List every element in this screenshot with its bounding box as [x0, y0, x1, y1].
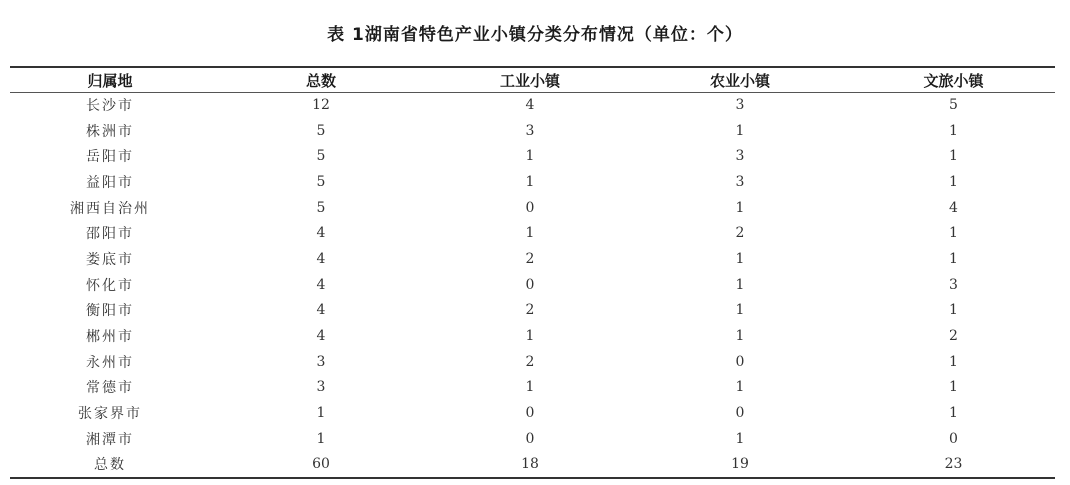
cell-agricultural: 2: [735, 225, 745, 242]
cell-total: 5: [316, 199, 326, 216]
cell-agricultural: 3: [735, 173, 745, 190]
cell-cultural-tourism: 0: [949, 430, 958, 447]
table-row: [10, 375, 1055, 401]
table-total-row: [10, 452, 1055, 478]
cell-industrial: 3: [525, 122, 535, 139]
header-region: 归属地: [87, 71, 133, 90]
cell-region: 怀化市: [86, 277, 134, 294]
cell-region: 总数: [94, 457, 126, 474]
cell-industrial: 1: [525, 225, 535, 242]
cell-agricultural: 0: [735, 405, 745, 422]
cell-agricultural: 1: [735, 276, 745, 293]
cell-total: 3: [316, 353, 326, 370]
table-row: [10, 220, 1055, 246]
table-row: [10, 143, 1055, 169]
cell-region: 湘潭市: [86, 431, 134, 448]
cell-total: 1: [316, 405, 326, 422]
cell-total: 5: [316, 148, 326, 165]
cell-region: 娄底市: [86, 251, 134, 268]
cell-cultural-tourism: 23: [944, 456, 963, 473]
cell-total: 60: [312, 456, 330, 473]
cell-region: 衡阳市: [86, 303, 134, 320]
cell-total: 5: [316, 173, 326, 190]
cell-industrial: 0: [525, 276, 535, 293]
cell-industrial: 1: [525, 148, 535, 165]
cell-industrial: 18: [521, 456, 539, 473]
cell-industrial: 1: [525, 379, 535, 396]
cell-industrial: 2: [525, 250, 535, 267]
cell-cultural-tourism: 1: [949, 225, 958, 242]
cell-industrial: 1: [525, 173, 535, 190]
header-cultural-tourism-towns: 文旅小镇: [923, 71, 984, 90]
cell-region: 长沙市: [86, 97, 134, 114]
town-distribution-table: [10, 68, 1055, 477]
cell-region: 永州市: [86, 354, 134, 371]
cell-cultural-tourism: 1: [949, 302, 958, 319]
header-agricultural-towns: 农业小镇: [709, 71, 770, 90]
table-row: [10, 349, 1055, 375]
cell-agricultural: 1: [735, 250, 745, 267]
cell-agricultural: 0: [735, 353, 745, 370]
cell-region: 湘西自治州: [70, 200, 150, 217]
cell-total: 1: [316, 430, 326, 447]
table-row: [10, 195, 1055, 221]
cell-total: 12: [312, 96, 330, 113]
cell-agricultural: 19: [731, 456, 749, 473]
table-header-row: [10, 68, 1055, 92]
cell-cultural-tourism: 1: [949, 405, 958, 422]
cell-industrial: 0: [525, 405, 535, 422]
table-row: [10, 323, 1055, 349]
cell-industrial: 2: [525, 302, 535, 319]
cell-region: 郴州市: [86, 329, 134, 346]
cell-cultural-tourism: 1: [949, 122, 958, 139]
cell-cultural-tourism: 1: [949, 173, 958, 190]
cell-agricultural: 1: [735, 302, 745, 319]
cell-agricultural: 1: [735, 379, 745, 396]
cell-total: 5: [316, 122, 326, 139]
cell-industrial: 4: [525, 96, 535, 113]
cell-industrial: 0: [525, 430, 535, 447]
cell-total: 4: [316, 302, 326, 319]
cell-total: 4: [316, 276, 326, 293]
table-row: [10, 298, 1055, 324]
cell-total: 4: [316, 225, 326, 242]
cell-cultural-tourism: 1: [949, 379, 958, 396]
cell-cultural-tourism: 2: [949, 328, 958, 345]
table-title: 表 1湖南省特色产业小镇分类分布情况（单位：个）: [327, 25, 743, 45]
cell-agricultural: 1: [735, 328, 745, 345]
cell-industrial: 1: [525, 328, 535, 345]
cell-agricultural: 3: [735, 148, 745, 165]
header-industrial-towns: 工业小镇: [499, 71, 560, 90]
cell-agricultural: 1: [735, 122, 745, 139]
table-row: [10, 118, 1055, 144]
cell-agricultural: 1: [735, 430, 745, 447]
cell-total: 4: [316, 250, 326, 267]
table-row: [10, 92, 1055, 118]
cell-region: 邵阳市: [86, 226, 134, 243]
table-row: [10, 246, 1055, 272]
cell-industrial: 0: [525, 199, 535, 216]
cell-region: 岳阳市: [86, 149, 134, 166]
table-row: [10, 400, 1055, 426]
header-total: 总数: [305, 71, 336, 90]
table-body: [10, 92, 1055, 477]
cell-cultural-tourism: 1: [949, 148, 958, 165]
cell-total: 3: [316, 379, 326, 396]
cell-agricultural: 1: [735, 199, 745, 216]
cell-region: 常德市: [86, 380, 134, 397]
cell-region: 株洲市: [86, 123, 134, 140]
cell-total: 4: [316, 328, 326, 345]
cell-industrial: 2: [525, 353, 535, 370]
table-row: [10, 169, 1055, 195]
cell-region: 益阳市: [86, 174, 134, 191]
table-row: [10, 426, 1055, 452]
cell-cultural-tourism: 1: [949, 250, 958, 267]
cell-agricultural: 3: [735, 96, 745, 113]
table-row: [10, 272, 1055, 298]
cell-cultural-tourism: 3: [949, 276, 958, 293]
cell-region: 张家界市: [78, 406, 142, 423]
cell-cultural-tourism: 1: [949, 353, 958, 370]
cell-cultural-tourism: 4: [949, 199, 958, 216]
cell-cultural-tourism: 5: [949, 96, 958, 113]
